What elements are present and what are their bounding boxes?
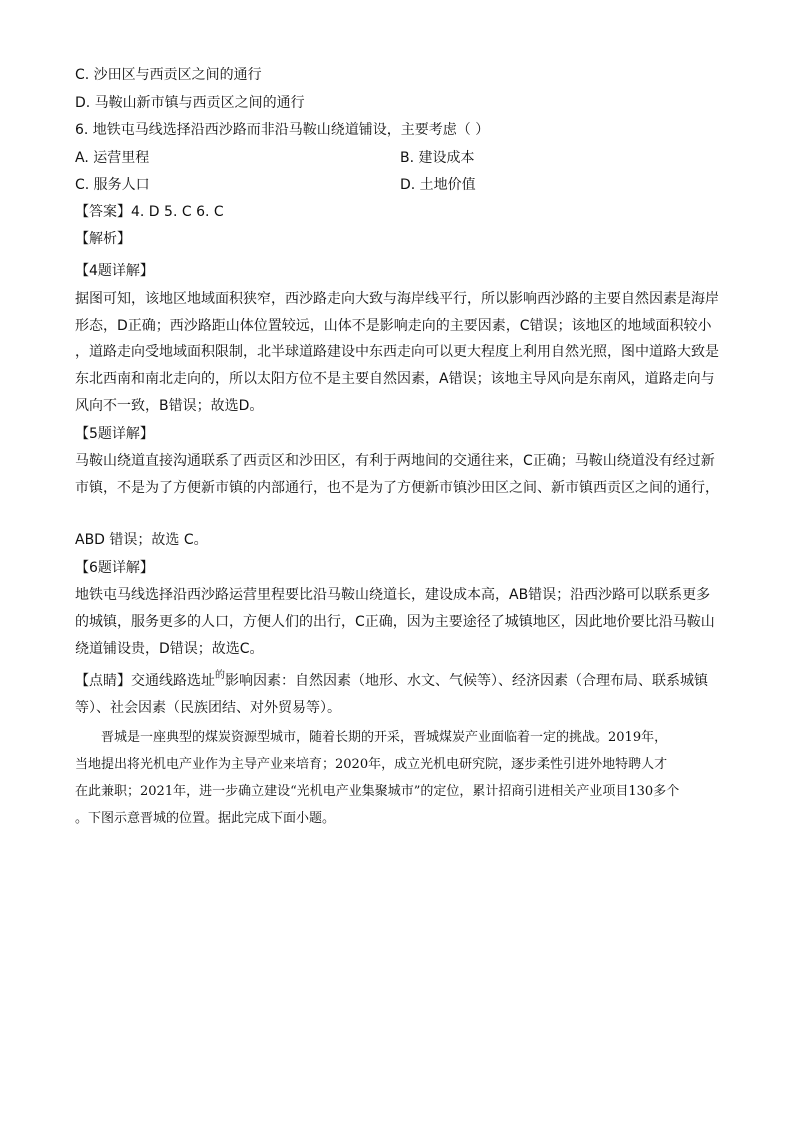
passage-line: 晋城是一座典型的煤炭资源型城市，随着长期的开采，晋城煤炭产业面临着一定的挑战。2019年， (101, 730, 668, 745)
question-6-option-d: D. 土地价值 (400, 177, 476, 193)
question-6-option-b: B. 建设成本 (400, 150, 475, 166)
question-6-stem: 6. 地铁屯马线选择沿西沙路而非沿马鞍山绕道铺设，主要考虑（ ） (75, 122, 490, 138)
q4-line: 风向不一致，B错误；故选D。 (75, 398, 264, 414)
q6-line: 地铁屯马线选择沿西沙路运营里程要比沿马鞍山绕道长，建设成本高，AB错误；沿西沙路可以联系更多 (75, 587, 711, 603)
passage-line: 。下图示意晋城的位置。据此完成下面小题。 (75, 811, 336, 826)
dianjing-line-2: 等）、社会因素（民族团结、对外贸易等）。 (75, 700, 341, 716)
q5-line: ABD 错误；故选 C。 (75, 532, 208, 548)
q5-heading: 【5题详解】 (75, 426, 154, 442)
dianjing-label: 【点睛】 (75, 673, 131, 689)
q5-line: 马鞍山绕道直接沟通联系了西贡区和沙田区，有利于两地间的交通往来，C正确；马鞍山绕道没有经过新 (75, 453, 715, 469)
question-6-option-c: C. 服务人口 (75, 177, 150, 193)
dianjing-superscript: 的 (215, 670, 225, 681)
q4-line: 东北西南和南北走向的，所以太阳方位不是主要自然因素，A错误；该地主导风向是东南风，道路走向与 (75, 371, 715, 387)
q6-line: 的城镇，服务更多的人口，方便人们的出行，C正确，因为主要途径了城镇地区，因此地价要比沿马鞍山 (75, 614, 715, 630)
option-c-prev: C. 沙田区与西贡区之间的通行 (75, 67, 262, 83)
analysis-label: 【解析】 (75, 231, 131, 247)
q4-line: ，道路走向受地域面积限制，北半球道路建设中东西走向可以更大程度上利用自然光照，图中道路大致是 (75, 344, 719, 360)
q4-heading: 【4题详解】 (75, 263, 154, 279)
dianjing-line-1 (75, 671, 708, 693)
q4-line: 据图可知，该地区地域面积狭窄，西沙路走向大致与海岸线平行，所以影响西沙路的主要自然因素是海岸 (75, 291, 719, 307)
q6-heading: 【6题详解】 (75, 560, 154, 576)
option-d-prev: D. 马鞍山新市镇与西贡区之间的通行 (75, 95, 305, 111)
q6-line: 绕道铺设贵，D错误；故选C。 (75, 641, 264, 657)
dianjing-text: 交通线路选址 (131, 673, 215, 689)
question-6-option-a: A. 运营里程 (75, 150, 150, 166)
answer-line: 【答案】4. D 5. C 6. C (75, 204, 224, 220)
q5-line: 市镇，不是为了方便新市镇的内部通行，也不是为了方便新市镇沙田区之间、新市镇西贡区之间的通行， (75, 480, 719, 496)
dianjing-text: 影响因素：自然因素（地形、水文、气候等）、经济因素（合理布局、联系城镇 (225, 673, 708, 689)
q4-line: 形态，D正确；西沙路距山体位置较远，山体不是影响走向的主要因素，C错误；该地区的地域面积较小 (75, 318, 712, 334)
passage-line: 当地提出将光机电产业作为主导产业来培育；2020年，成立光机电研究院，逐步柔性引进外地特聘人才 (75, 757, 668, 772)
passage-line: 在此兼职；2021年，进一步确立建设“光机电产业集聚城市”的定位，累计招商引进相关产业项目130多个 (75, 784, 680, 799)
